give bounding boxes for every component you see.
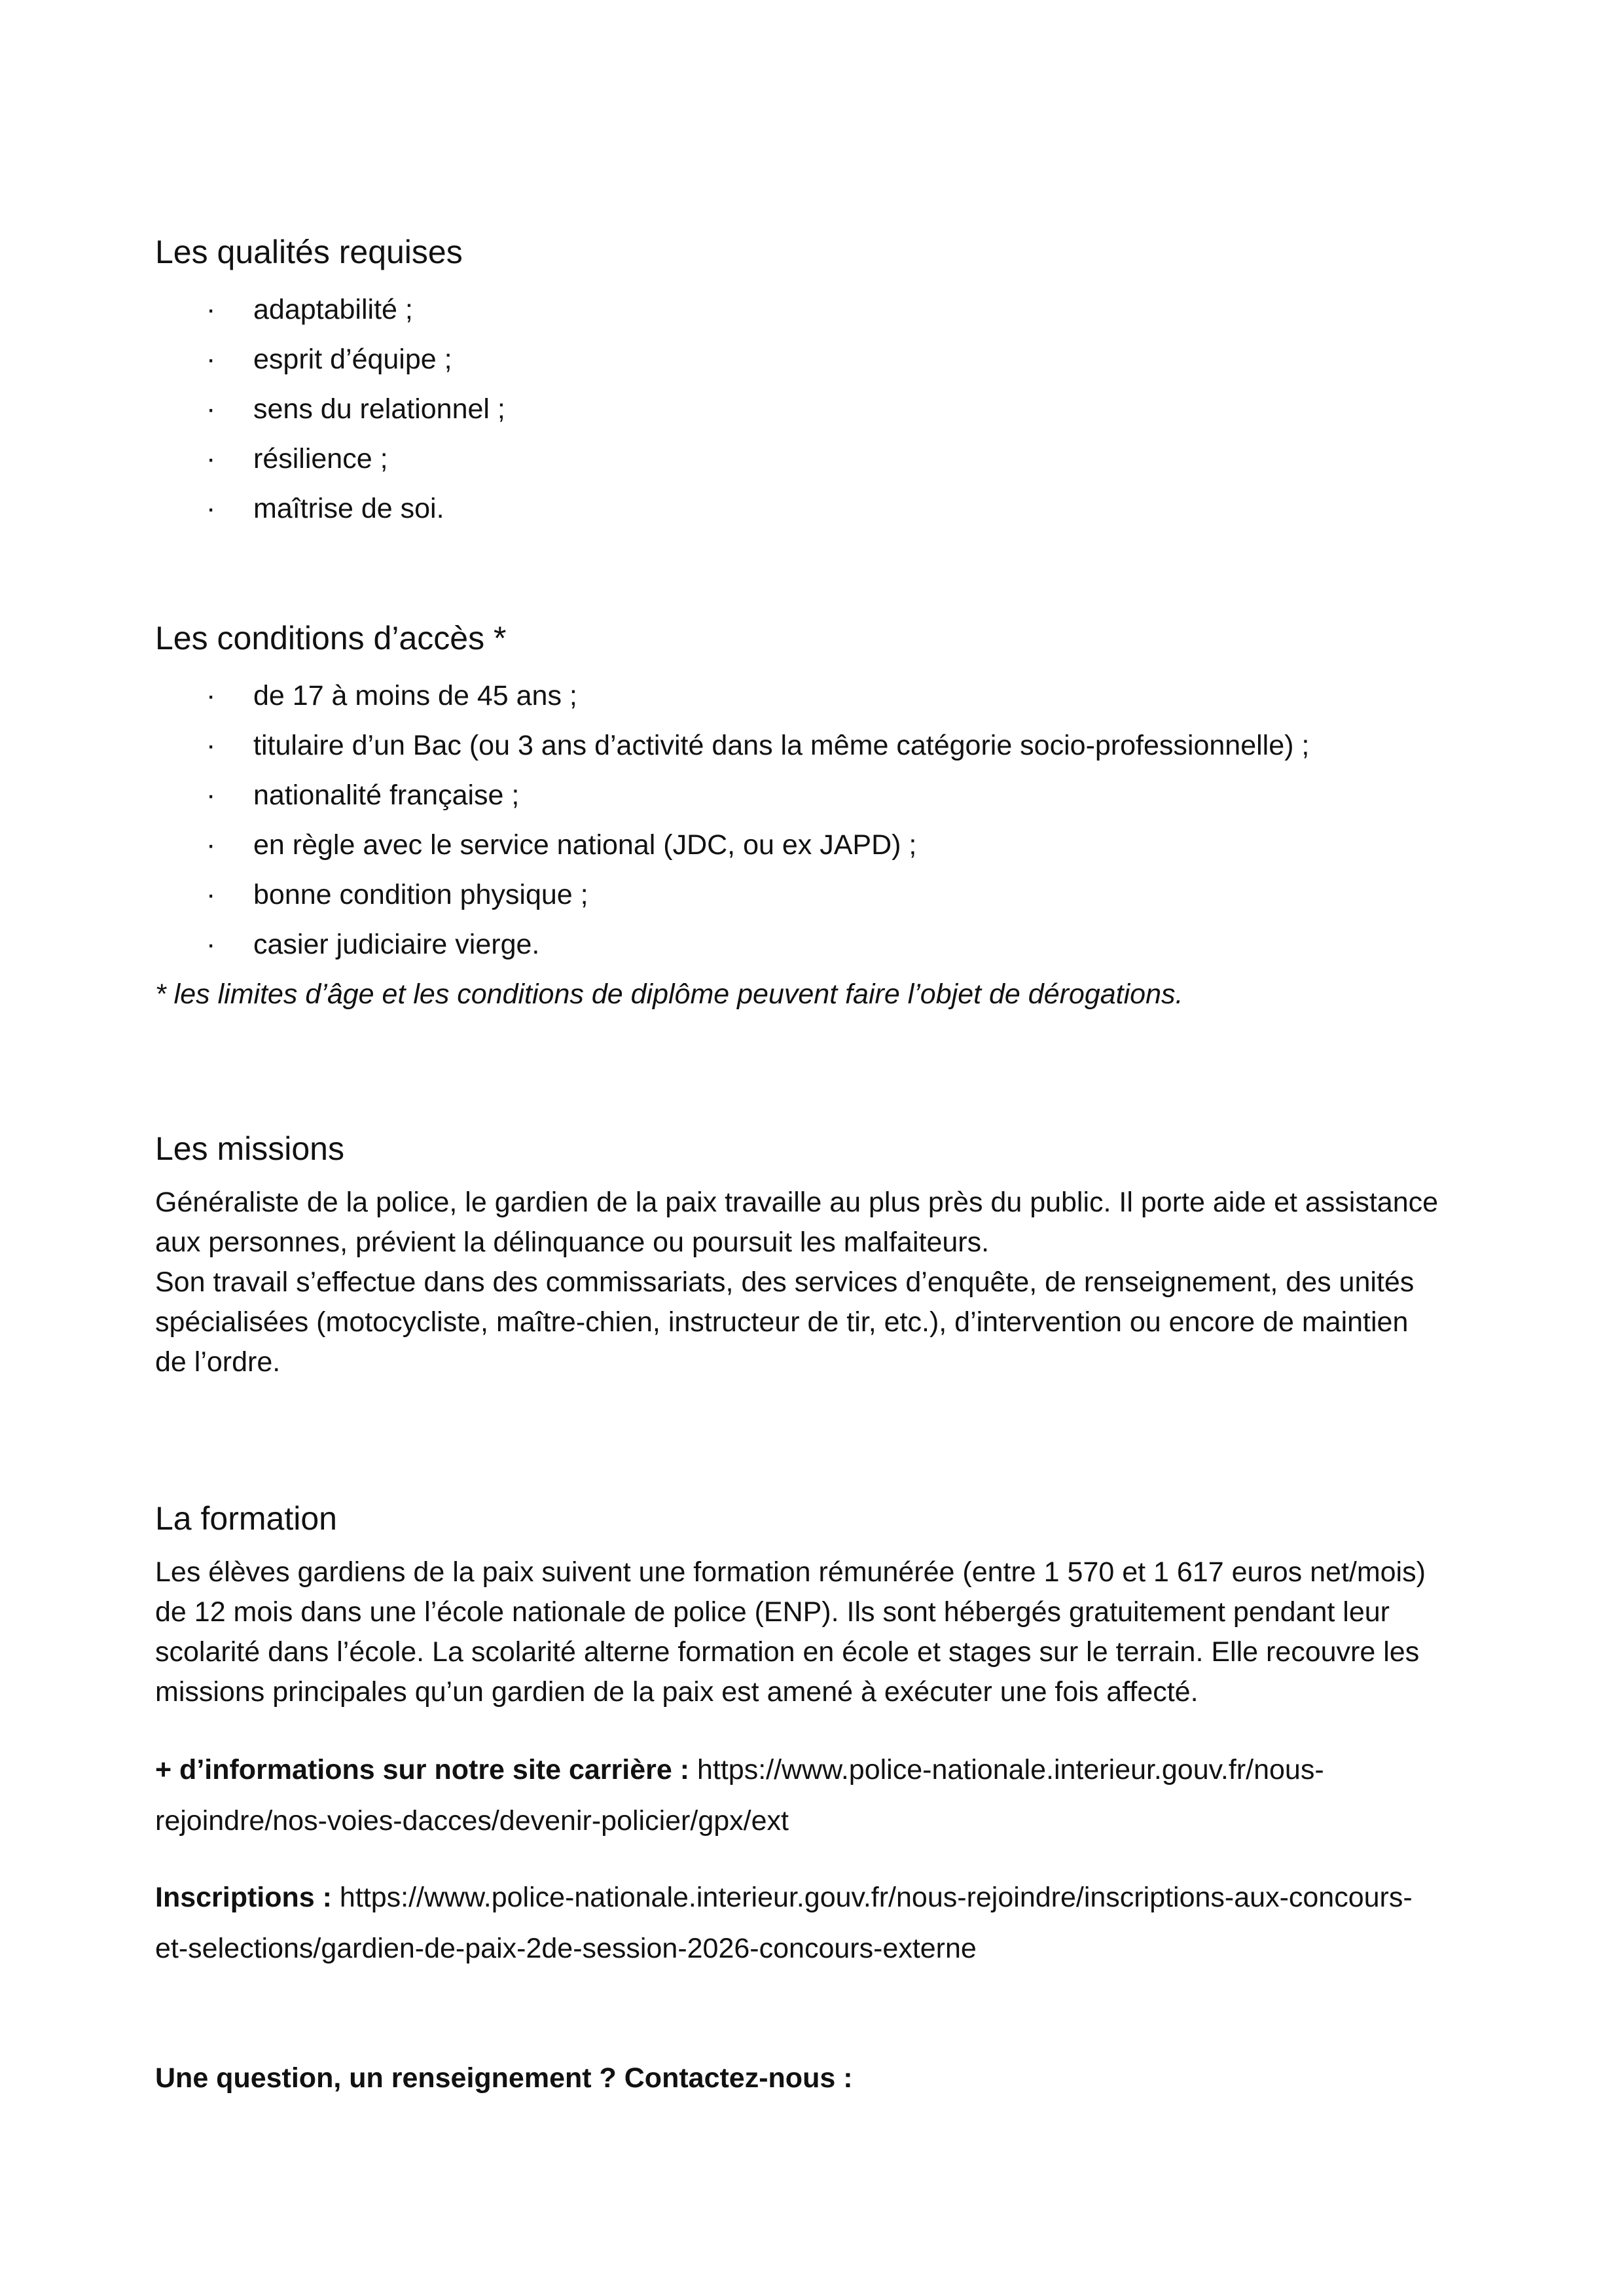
bullet-dot-icon: ·	[206, 929, 216, 960]
list-item-text: sens du relationnel ;	[253, 393, 505, 425]
list-item	[155, 334, 505, 384]
site-carriere-label: + d’informations sur notre site carrière :	[155, 1754, 690, 1785]
bullet-dot-icon: ·	[206, 780, 216, 811]
inscriptions-line-1	[155, 1872, 1517, 1923]
site-carriere-link[interactable]: https://www.police-nationale.interieur.gouv.fr/nous-	[689, 1754, 1324, 1785]
paragraph-line: Les élèves gardiens de la paix suivent une formation rémunérée (entre 1 570 et 1 617 euros net/mois)	[155, 1556, 1426, 1588]
list-item	[155, 285, 505, 334]
site-carriere-line-1	[155, 1744, 1517, 1795]
list-item-text: résilience ;	[253, 443, 388, 475]
heading-qualites: Les qualités requises	[155, 234, 463, 270]
list-item-text: maîtrise de soi.	[253, 493, 444, 524]
list-item	[155, 484, 505, 533]
section-conditions	[155, 619, 1309, 1019]
paragraph-line: Son travail s’effectue dans des commissariats, des services d’enquête, de renseignement, des unités	[155, 1266, 1415, 1298]
list-item-text: esprit d’équipe ;	[253, 344, 452, 375]
list-item-text: casier judiciaire vierge.	[253, 929, 540, 960]
bullet-dot-icon: ·	[206, 294, 216, 325]
missions-paragraph	[155, 1183, 1517, 1382]
list-item-text: de 17 à moins de 45 ans ;	[253, 680, 577, 711]
list-item-text: titulaire d’un Bac (ou 3 ans d’activité dans la même catégorie socio-professionnelle) ;	[253, 730, 1310, 761]
list-item	[155, 870, 1309, 920]
list-item	[155, 721, 1309, 770]
paragraph-line: de 12 mois dans une l’école nationale de police (ENP). Ils sont hébergés gratuitement pendant leur	[155, 1596, 1390, 1628]
bullet-dot-icon: ·	[206, 393, 216, 425]
paragraph-line: missions principales qu’un gardien de la paix est amené à exécuter une fois affecté.	[155, 1676, 1199, 1708]
bullet-dot-icon: ·	[206, 730, 216, 761]
bullet-dot-icon: ·	[206, 879, 216, 910]
list-item-text: bonne condition physique ;	[253, 879, 588, 910]
list-item	[155, 384, 505, 434]
list-conditions	[155, 671, 1309, 969]
heading-missions: Les missions	[155, 1130, 344, 1167]
list-item-text: adaptabilité ;	[253, 294, 413, 325]
paragraph-line: aux personnes, prévient la délinquance ou poursuit les malfaiteurs.	[155, 1227, 990, 1258]
list-qualites	[155, 285, 505, 533]
heading-conditions: Les conditions d’accès *	[155, 620, 507, 656]
bullet-dot-icon: ·	[206, 680, 216, 711]
bullet-dot-icon: ·	[206, 829, 216, 861]
inscriptions-block	[155, 1872, 1517, 1974]
list-item	[155, 920, 1309, 969]
formation-paragraph	[155, 1552, 1517, 1712]
paragraph-line: de l’ordre.	[155, 1346, 281, 1378]
site-carriere-block	[155, 1744, 1517, 1846]
list-item	[155, 770, 1309, 820]
inscriptions-label: Inscriptions :	[155, 1882, 332, 1913]
section-contact	[155, 2058, 1517, 2098]
site-carriere-link-continuation[interactable]: rejoindre/nos-voies-dacces/devenir-policier/gpx/ext	[155, 1805, 789, 1837]
list-item	[155, 434, 505, 484]
list-item-text: nationalité française ;	[253, 780, 520, 811]
paragraph-line: spécialisées (motocycliste, maître-chien, instructeur de tir, etc.), d’intervention ou encore de maintien	[155, 1306, 1409, 1338]
section-qualites	[155, 232, 505, 533]
list-item-text: en règle avec le service national (JDC, ou ex JAPD) ;	[253, 829, 917, 861]
bullet-dot-icon: ·	[206, 344, 216, 375]
inscriptions-link[interactable]: https://www.police-nationale.interieur.gouv.fr/nous-rejoindre/inscriptions-aux-concours-	[331, 1882, 1413, 1913]
section-missions	[155, 1129, 1517, 1382]
contact-prompt: Une question, un renseignement ? Contactez-nous :	[155, 2062, 853, 2094]
section-site-carriere	[155, 1744, 1517, 1846]
bullet-dot-icon: ·	[206, 443, 216, 475]
heading-formation: La formation	[155, 1500, 337, 1537]
paragraph-line: scolarité dans l’école. La scolarité alterne formation en école et stages sur le terrain. Elle recouvre les	[155, 1636, 1420, 1668]
derogation-note: * les limites d’âge et les conditions de diplôme peuvent faire l’objet de dérogations.	[155, 978, 1183, 1010]
section-inscriptions	[155, 1872, 1517, 1974]
section-formation	[155, 1499, 1517, 1712]
inscriptions-link-continuation[interactable]: et-selections/gardien-de-paix-2de-session-2026-concours-externe	[155, 1933, 977, 1964]
list-item	[155, 671, 1309, 721]
list-item	[155, 820, 1309, 870]
paragraph-line: Généraliste de la police, le gardien de la paix travaille au plus près du public. Il porte aide et assistance	[155, 1187, 1439, 1218]
bullet-dot-icon: ·	[206, 493, 216, 524]
